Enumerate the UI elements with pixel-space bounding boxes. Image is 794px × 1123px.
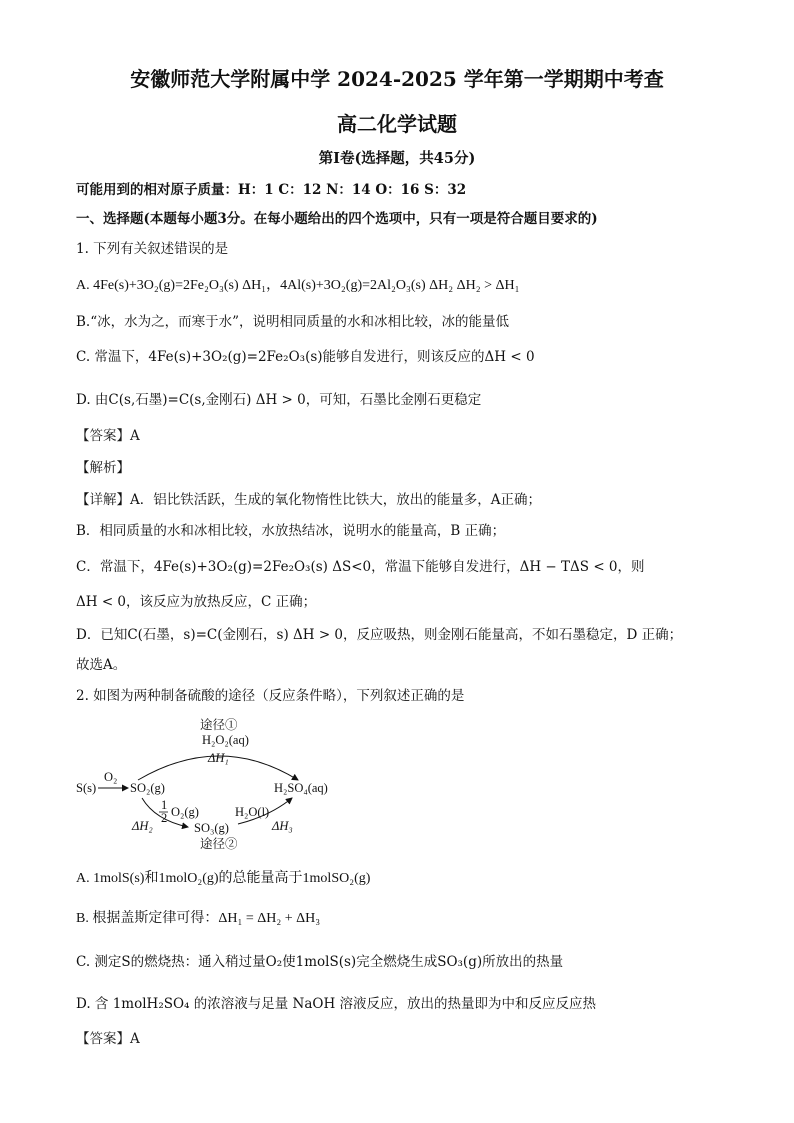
so2-species: SO₂(g) bbox=[130, 781, 165, 795]
question-2-option-d: D. 含 1molH₂SO₄ 的浓溶液与足量 NaOH 溶液反应，放出的热量即为中和反应反应热 bbox=[76, 996, 597, 1012]
question-2-stem: 2. 如图为两种制备硫酸的途径（反应条件略），下列叙述正确的是 bbox=[76, 688, 465, 704]
delta-h3: ΔH₃ bbox=[272, 819, 293, 833]
half-denominator: 2 bbox=[161, 811, 168, 825]
exam-title: 安徽师范大学附属中学 2024-2025 学年第一学期期中考查 bbox=[130, 67, 664, 91]
question-1-stem: 1. 下列有关叙述错误的是 bbox=[76, 241, 229, 257]
half-o2-reagent: O₂(g) bbox=[171, 805, 199, 819]
h2so4-species: H₂SO₄(aq) bbox=[274, 781, 328, 795]
section-heading: 第Ⅰ卷(选择题，共45分) bbox=[318, 150, 476, 167]
question-1-option-d: D. 由C(s,石墨)=C(s,金刚石) ΔH > 0，可知，石墨比金刚石更稳定 bbox=[76, 392, 482, 408]
question-1-detail-b: B．相同质量的水和冰相比较，水放热结冰，说明水的能量高，B 正确； bbox=[76, 523, 506, 539]
h2o-reagent: H₂O(l) bbox=[235, 805, 270, 819]
exam-subtitle: 高二化学试题 bbox=[337, 112, 457, 136]
question-1-detail-a: 【详解】A．铝比铁活跃，生成的氧化物惰性比铁大，放出的能量多，A正确； bbox=[76, 492, 541, 508]
half-numerator: 1 bbox=[161, 798, 168, 812]
question-1-option-c: C. 常温下，4Fe(s)+3O₂(g)=2Fe₂O₃(s)能够自发进行，则该反应的ΔH < 0 bbox=[76, 349, 535, 365]
question-1-answer: 【答案】A bbox=[76, 428, 140, 444]
question-2-answer: 【答案】A bbox=[76, 1031, 140, 1047]
question-1-detail-c-cont: ΔH < 0，该反应为放热反应，C 正确； bbox=[76, 594, 317, 610]
question-1-analysis-label: 【解析】 bbox=[76, 460, 130, 476]
delta-h1: ΔH₁ bbox=[208, 751, 229, 765]
so3-species: SO₃(g) bbox=[194, 821, 229, 835]
question-1-detail-c: C．常温下，4Fe(s)+3O₂(g)=2Fe₂O₃(s) ΔS<0，常温下能够自发进行，ΔH − TΔS < 0，则 bbox=[76, 559, 645, 575]
question-1-conclusion: 故选A。 bbox=[76, 657, 127, 673]
question-2-option-b: B. 根据盖斯定律可得：ΔH₁ = ΔH₂ + ΔH₃ bbox=[76, 911, 321, 926]
route-1-label: 途径① bbox=[200, 718, 238, 732]
atomic-masses: 可能用到的相对原子质量：H：1 C：12 N：14 O：16 S：32 bbox=[76, 182, 467, 198]
route-2-label: 途径② bbox=[200, 837, 238, 851]
question-1-option-b: B.“冰，水为之，而寒于水”，说明相同质量的水和冰相比较，冰的能量低 bbox=[76, 314, 510, 330]
question-1-option-a: A. 4Fe(s)+3O₂(g)=2Fe₂O₃(s) ΔH₁，4Al(s)+3O₂(g)=2Al₂O₃(s) ΔH₂ ΔH₂ > ΔH₁ bbox=[76, 278, 520, 293]
o2-reagent: O₂ bbox=[104, 770, 118, 784]
sulfuric-acid-route-diagram bbox=[60, 712, 360, 857]
sulfur-species: S(s) bbox=[76, 781, 97, 795]
question-2-option-c: C. 测定S的燃烧热：通入稍过量O₂使1molS(s)完全燃烧生成SO₃(g)所放出的热量 bbox=[76, 954, 564, 970]
part-heading: 一、选择题(本题每小题3分。在每小题给出的四个选项中，只有一项是符合题目要求的) bbox=[76, 211, 598, 227]
h2o2-reagent: H₂O₂(aq) bbox=[202, 733, 249, 747]
delta-h2: ΔH₂ bbox=[132, 819, 153, 833]
question-1-detail-d: D．已知C(石墨，s)=C(金刚石，s) ΔH > 0，反应吸热，则金刚石能量高，不如石墨稳定，D 正确； bbox=[76, 627, 683, 643]
question-2-option-a: A. 1molS(s)和1molO₂(g)的总能量高于1molSO₂(g) bbox=[76, 871, 371, 886]
